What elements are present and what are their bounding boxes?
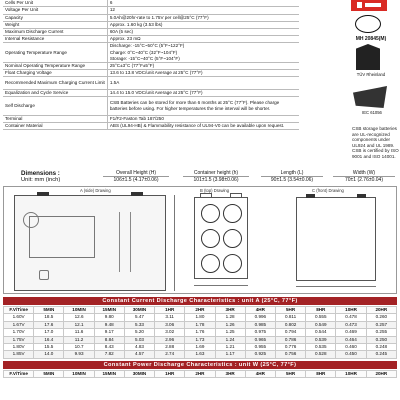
spec-row — [3, 7, 299, 14]
table-cell: 0.985 — [245, 321, 275, 328]
spec-value: 5.0Ah@20hr-rate to 1.75V per cell@25°C (77°F) — [107, 14, 299, 21]
table-cell: 0.786 — [275, 336, 305, 343]
table-cell: 12.1 — [64, 321, 94, 328]
table-header-cell: 4HR — [245, 307, 275, 314]
spec-value: 14.4 to 15.0 VDC/unit Average at 25°C (77°F) — [107, 89, 299, 96]
spec-table — [3, 0, 299, 130]
iec-text: IEC 61056 — [362, 110, 382, 115]
table-cell: 0.478 — [336, 314, 366, 321]
table-cell: 5.33 — [124, 321, 154, 328]
spec-row — [3, 0, 299, 7]
table-cell: 1.21 — [215, 344, 245, 351]
spec-key: Voltage Per Unit — [3, 7, 107, 14]
table-header-cell: 15MIN — [94, 371, 124, 378]
spec-row — [3, 70, 299, 77]
spec-value: 60A (5 sec) — [107, 28, 299, 35]
spec-key: Terminal — [3, 115, 107, 122]
table-cell: 8.43 — [94, 344, 124, 351]
table-cell: 1.80 — [185, 314, 215, 321]
table-cell: 0.245 — [366, 351, 396, 358]
dim-width: Width (W) 70±1 (2.76±0.04) — [333, 170, 395, 184]
current-discharge-table — [3, 306, 397, 359]
table-cell: 17.0 — [34, 329, 64, 336]
table-cell: 3.06 — [155, 321, 185, 328]
table-cell: 9.80 — [94, 314, 124, 321]
spec-value: 13.6 to 13.8 VDC/unit Average at 25°C (77°F) — [107, 70, 299, 77]
table-header-cell: 20HR — [366, 307, 396, 314]
table-cell: 0.955 — [245, 344, 275, 351]
table-cell: 5.20 — [124, 329, 154, 336]
table-cell: 5.03 — [124, 336, 154, 343]
table-row — [4, 314, 397, 321]
table-cell: 8.84 — [94, 336, 124, 343]
table-cell: 1.28 — [215, 314, 245, 321]
brand-logo-icon — [351, 0, 387, 11]
spec-row — [3, 36, 299, 43]
table-header-cell: 2HR — [185, 371, 215, 378]
recycle-icon — [39, 270, 49, 280]
table-header-cell: 1HR — [155, 307, 185, 314]
table-cell: 1.63 — [185, 351, 215, 358]
table-cell: 1.85V — [4, 351, 34, 358]
table-cell: 1.25 — [215, 329, 245, 336]
terminal-right-icon — [131, 192, 143, 196]
table-header-cell: 8HR — [306, 307, 336, 314]
table-cell: 9.93 — [64, 351, 94, 358]
table-cell: 1.67V — [4, 321, 34, 328]
spec-value: 6 — [107, 0, 299, 7]
table-header-cell: 20HR — [366, 371, 396, 378]
table-cell: 3.11 — [155, 314, 185, 321]
table-cell: 0.255 — [366, 329, 396, 336]
table-cell: 0.756 — [275, 351, 305, 358]
cell-circle-icon — [223, 254, 242, 273]
table-header-cell: 10MIN — [64, 371, 94, 378]
terminal-right-icon — [357, 194, 366, 198]
table-cell: 0.794 — [275, 329, 305, 336]
table-cell: 0.811 — [275, 314, 305, 321]
table-header-cell: 15MIN — [94, 307, 124, 314]
table-cell: 1.69 — [185, 344, 215, 351]
length-dimension-line — [296, 286, 376, 287]
drawing-c-title: C (front) Drawing — [312, 188, 344, 193]
table-row — [4, 344, 397, 351]
spec-key: Equalization and Cycle Service — [3, 89, 107, 96]
table-cell: 9.48 — [94, 321, 124, 328]
table-header-cell: 1HR — [155, 371, 185, 378]
spec-row — [3, 62, 299, 69]
table-header-cell: 2HR — [185, 307, 215, 314]
current-discharge-title: Constant Current Discharge Characteristics : unit A (25°C, 77°F) — [3, 297, 397, 305]
table-header-cell: 10HR — [336, 307, 366, 314]
cell-circle-icon — [201, 229, 220, 248]
table-header-cell: 5MIN — [34, 371, 64, 378]
tuv-mark-icon — [356, 44, 380, 70]
dim-length: Length (L) 90±1.5 (3.54±0.06) — [261, 170, 323, 184]
table-cell: 14.0 — [34, 351, 64, 358]
spec-row — [3, 77, 299, 90]
label-stripe — [119, 212, 131, 272]
tuv-text: TÜV Rheinland — [356, 72, 386, 77]
spec-key: Weight — [3, 21, 107, 28]
spec-key: Cells Per Unit — [3, 0, 107, 7]
spec-key: Self Discharge — [3, 97, 107, 116]
table-cell: 1.26 — [215, 321, 245, 328]
table-header-cell: F.V/Time — [4, 307, 34, 314]
table-header-cell: 5HR — [275, 371, 305, 378]
table-header-cell: 30MIN — [124, 371, 154, 378]
table-header-cell: 5HR — [275, 307, 305, 314]
spec-value: Approx. 1.60 kg (3.53 lbs) — [107, 21, 299, 28]
table-cell: 0.248 — [366, 344, 396, 351]
table-header-cell: 3HR — [215, 371, 245, 378]
table-header-cell: 3HR — [215, 307, 245, 314]
spec-value: 25°C±3°C (77°F±5°F) — [107, 62, 299, 69]
table-cell: 1.70V — [4, 329, 34, 336]
table-cell: 0.250 — [366, 336, 396, 343]
spec-key: Operating Temperature Range — [3, 43, 107, 63]
table-row — [4, 321, 397, 328]
drawing-a-title: A (side) Drawing — [80, 188, 111, 193]
spec-key: Float Charging Voltage — [3, 70, 107, 77]
spec-row — [3, 43, 299, 63]
width-dimension-line — [194, 285, 248, 286]
table-cell: 1.75V — [4, 336, 34, 343]
table-cell: 0.975 — [245, 329, 275, 336]
spec-value: CSB Batteries can be stored for more than 6 months at 25°C (77°F). Please charge batteries before using. For higher temperatures the time interval will be shorter. — [107, 97, 299, 116]
table-cell: 1.78 — [185, 321, 215, 328]
spec-row — [3, 14, 299, 21]
table-header-cell: 8HR — [306, 371, 336, 378]
table-cell: 0.776 — [275, 344, 305, 351]
table-cell: 17.6 — [34, 321, 64, 328]
table-cell: 18.5 — [34, 314, 64, 321]
table-cell: 0.539 — [306, 336, 336, 343]
table-cell: 2.96 — [155, 336, 185, 343]
table-cell: 1.24 — [215, 336, 245, 343]
spec-row — [3, 28, 299, 35]
table-cell: 0.535 — [306, 344, 336, 351]
spec-value: F1/F2-Faston Tab 187/250 — [107, 115, 299, 122]
spec-value: Discharge: -15°C~50°C (5°F~122°F) Charge: 0°C~40°C (32°F~104°F) Storage: -15°C~40°C (5°F~104°F) — [107, 43, 299, 63]
table-row — [4, 336, 397, 343]
table-header-cell: 5MIN — [34, 307, 64, 314]
table-row — [4, 351, 397, 358]
label-area — [29, 216, 95, 258]
table-cell: 10.7 — [64, 344, 94, 351]
table-header-cell: 4HR — [245, 371, 275, 378]
spec-key: Nominal Operating Temperature Range — [3, 62, 107, 69]
cell-circle-icon — [223, 229, 242, 248]
table-cell: 0.555 — [306, 314, 336, 321]
table-header-cell: F.V/Time — [4, 371, 34, 378]
table-cell: 1.80V — [4, 344, 34, 351]
table-cell: 0.450 — [336, 351, 366, 358]
table-cell: 4.83 — [124, 344, 154, 351]
certification-note: CSB storage batteries are UL-recognized components under UL924 and UL 1989. CSB is certified by ISO 9001 and ISO 14001. — [352, 126, 399, 159]
table-cell: 4.57 — [124, 351, 154, 358]
cell-circle-icon — [201, 254, 220, 273]
table-row — [4, 329, 397, 336]
iec-mark-icon — [353, 86, 387, 108]
table-header-cell: 10MIN — [64, 307, 94, 314]
cell-circle-icon — [223, 204, 242, 223]
ul-mark-icon — [355, 15, 381, 33]
table-cell: 15.5 — [34, 344, 64, 351]
table-cell: 0.544 — [306, 329, 336, 336]
spec-key: Recommended Maximum Charging Current Limit — [3, 77, 107, 90]
spec-row — [3, 21, 299, 28]
spec-key: Maximum Discharge Current — [3, 28, 107, 35]
spec-value: 12 — [107, 7, 299, 14]
terminal-left-icon — [306, 194, 315, 198]
ul-number: MH 20845(M) — [355, 36, 387, 42]
spec-row — [3, 97, 299, 116]
spec-key: Capacity — [3, 14, 107, 21]
logo-circle-icon — [23, 212, 39, 228]
battery-front-drawing — [296, 197, 376, 281]
drawing-b-title: B (top) Drawing — [200, 188, 230, 193]
table-cell: 0.996 — [245, 314, 275, 321]
spec-value: 1.5A — [107, 77, 299, 90]
table-cell: 0.464 — [336, 336, 366, 343]
table-cell: 1.76 — [185, 329, 215, 336]
spec-key: Container Material — [3, 122, 107, 129]
power-discharge-title: Constant Power Discharge Characteristics : unit W (25°C, 77°F) — [3, 361, 397, 369]
table-header-cell: 30MIN — [124, 307, 154, 314]
table-cell: 0.528 — [306, 351, 336, 358]
table-cell: 0.802 — [275, 321, 305, 328]
dimensions-label: Dimensions : Unit: mm (inch) — [21, 170, 61, 183]
spec-value: Approx. 23 mΩ — [107, 36, 299, 43]
table-header-cell: 10HR — [336, 371, 366, 378]
terminal-block-icon — [230, 193, 242, 198]
table-cell: 0.549 — [306, 321, 336, 328]
table-cell: 1.17 — [215, 351, 245, 358]
dim-container-height: Container height (h) 101±1.5 (3.98±0.06) — [183, 170, 249, 184]
table-cell: 0.469 — [336, 329, 366, 336]
battery-top-drawing — [194, 197, 248, 279]
table-cell: 0.460 — [336, 344, 366, 351]
dimensions-strip — [3, 170, 397, 184]
terminal-left-icon — [37, 192, 49, 196]
spec-key: Internal Resistance — [3, 36, 107, 43]
spec-row — [3, 89, 299, 96]
table-cell: 11.2 — [64, 336, 94, 343]
height-dimension-line — [174, 195, 175, 291]
table-cell: 12.6 — [64, 314, 94, 321]
table-cell: 16.4 — [34, 336, 64, 343]
battery-side-drawing — [14, 195, 166, 291]
table-cell: 3.02 — [155, 329, 185, 336]
table-cell: 0.925 — [245, 351, 275, 358]
technical-drawings — [3, 186, 397, 294]
spec-row — [3, 122, 299, 129]
table-cell: 1.73 — [185, 336, 215, 343]
table-cell: 0.260 — [366, 314, 396, 321]
table-cell: 0.257 — [366, 321, 396, 328]
table-cell: 2.74 — [155, 351, 185, 358]
dim-overall-height: Overall Height (H) 106±1.5 (4.17±0.06) — [103, 170, 169, 184]
table-cell: 5.47 — [124, 314, 154, 321]
table-cell: 0.965 — [245, 336, 275, 343]
terminal-block-icon — [200, 193, 212, 198]
table-cell: 9.17 — [94, 329, 124, 336]
spec-value: ABS (UL94-HB) & Flammability resistance of UL94-V0 can be available upon request. — [107, 122, 299, 129]
table-cell: 0.473 — [336, 321, 366, 328]
table-cell: 11.6 — [64, 329, 94, 336]
table-cell: 1.60V — [4, 314, 34, 321]
table-cell: 2.88 — [155, 344, 185, 351]
power-discharge-table — [3, 370, 397, 378]
spec-row — [3, 115, 299, 122]
cell-circle-icon — [201, 204, 220, 223]
table-cell: 7.82 — [94, 351, 124, 358]
